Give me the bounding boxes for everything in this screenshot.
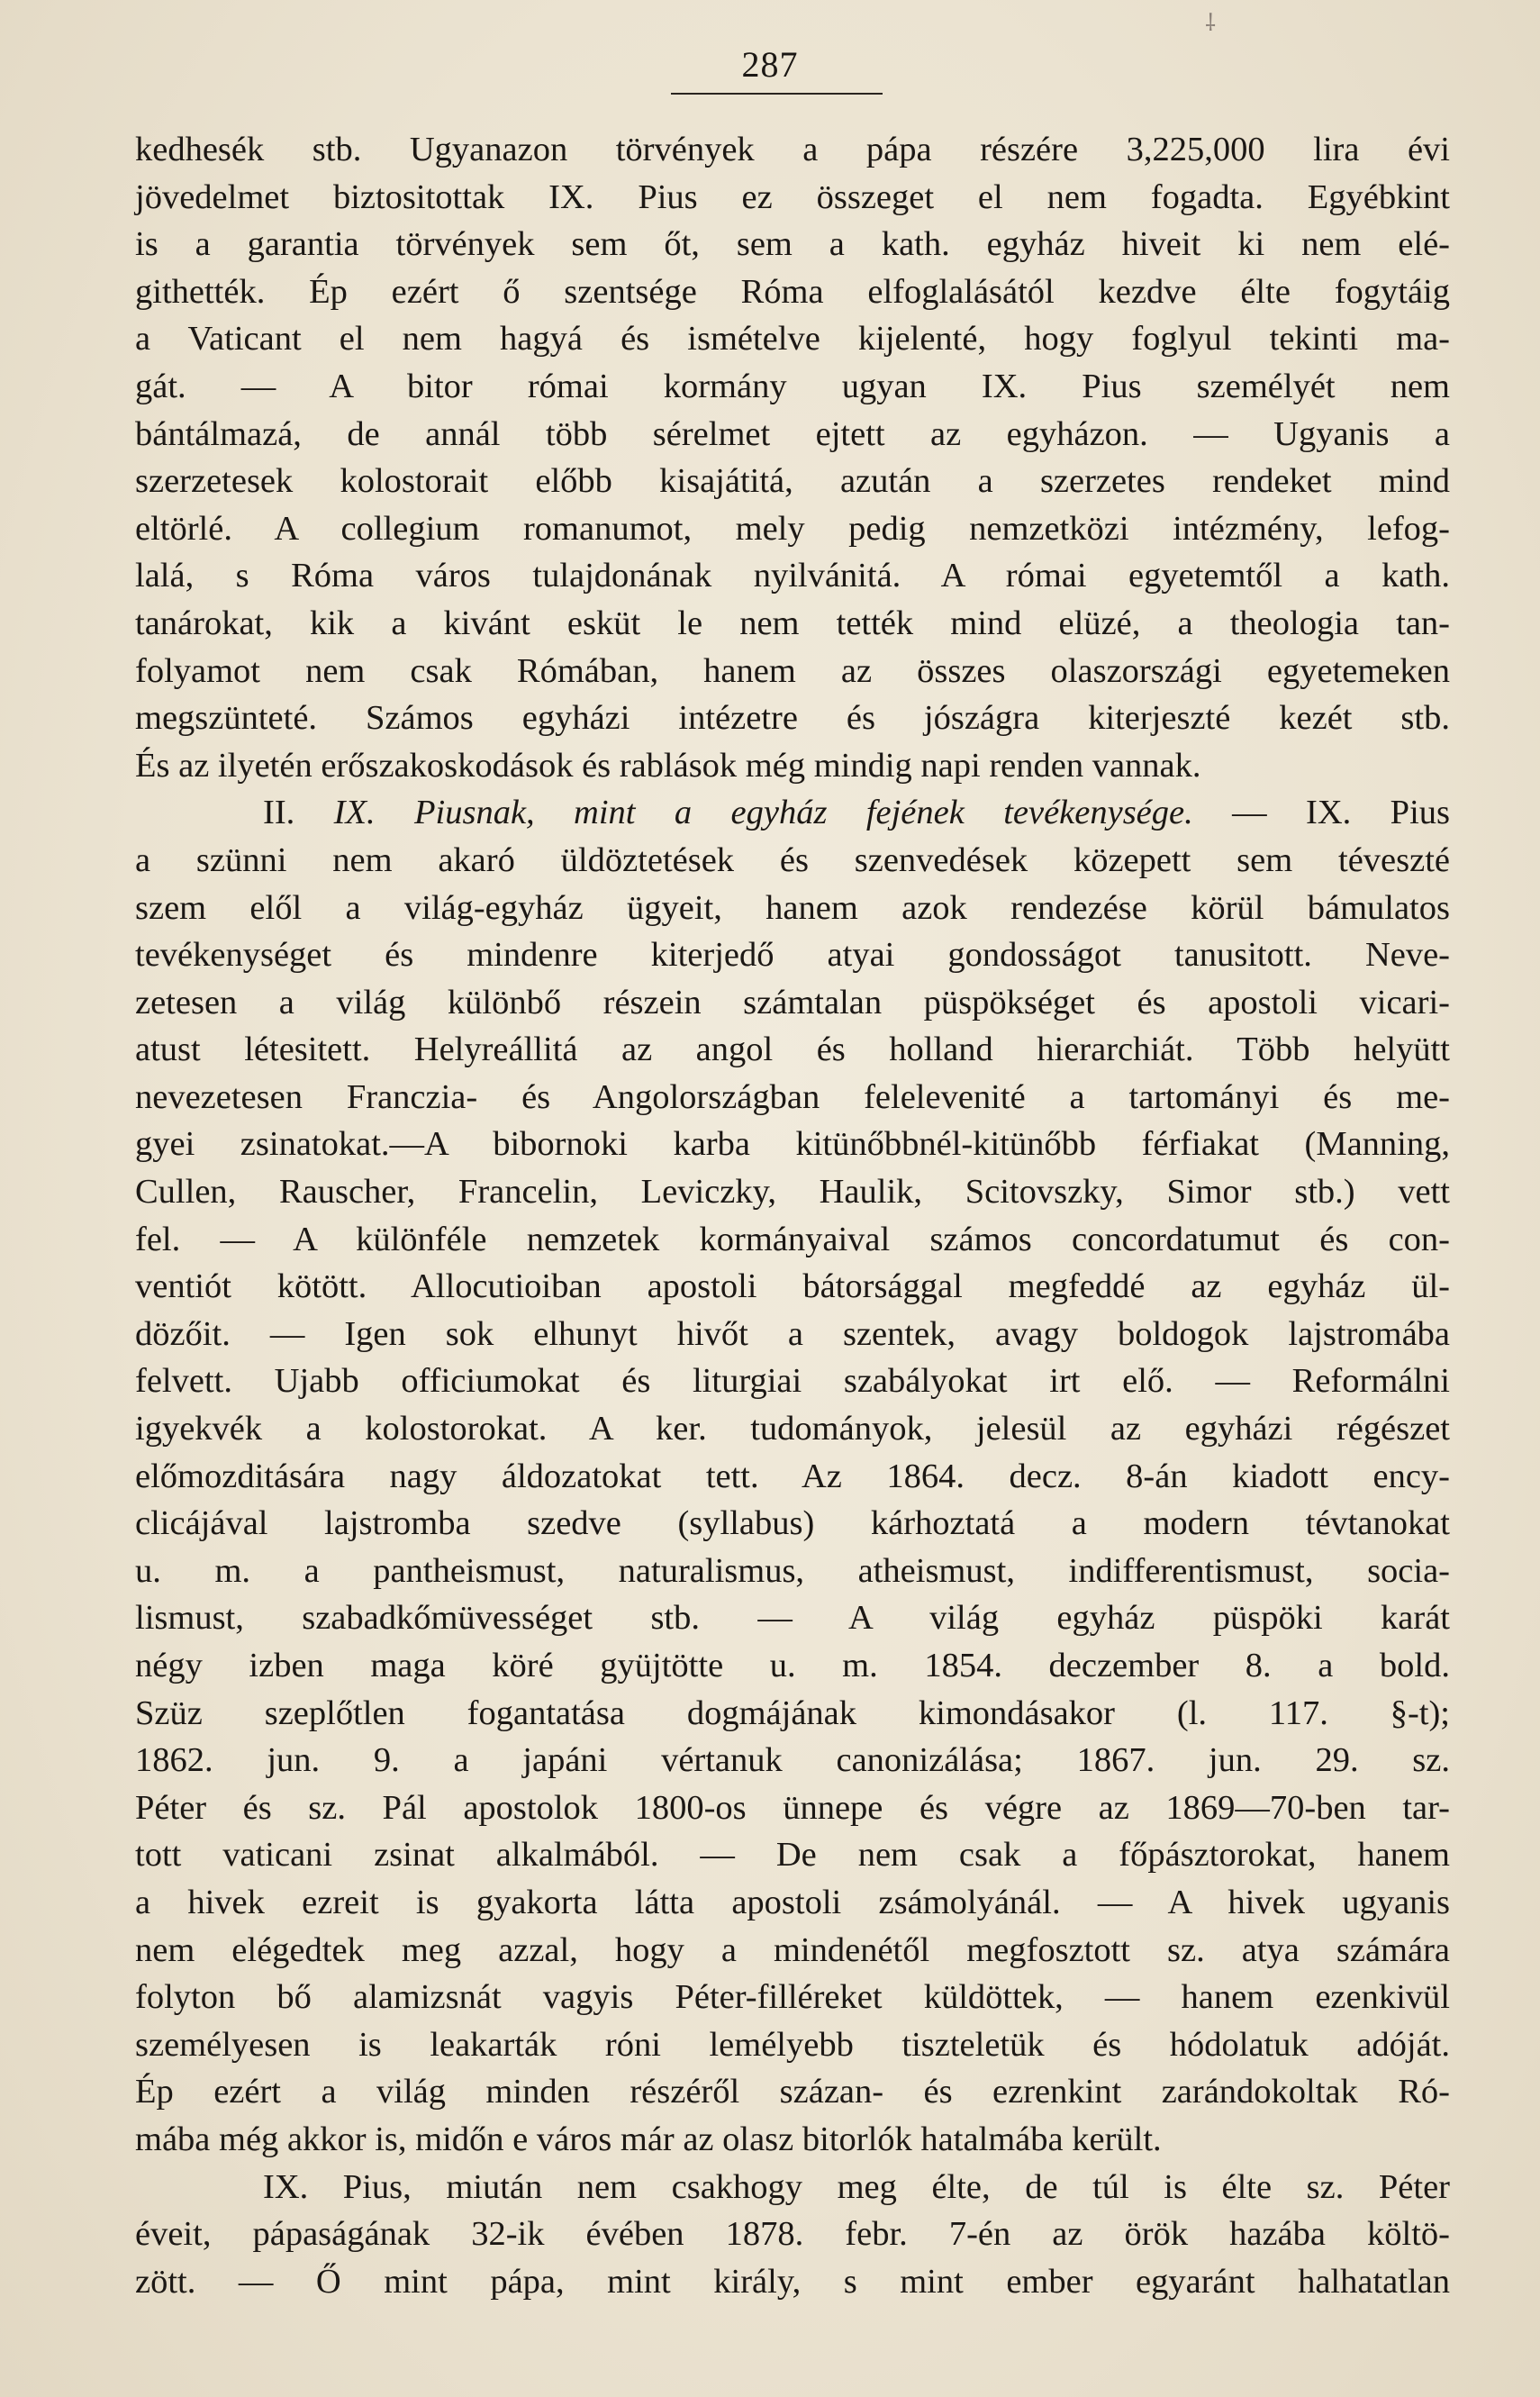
text-line: jövedelmet biztositottak IX. Pius ez összeget el nem fogadta. Egyébkint xyxy=(135,177,1450,216)
section-heading-line xyxy=(135,789,1450,837)
text-line: u. m. a pantheismust, naturalismus, atheismust, indifferentismust, socia- xyxy=(135,1551,1450,1590)
header-rule xyxy=(671,93,883,95)
text-line: atust létesitett. Helyreállitá az angol és holland hierarchiát. Több helyütt xyxy=(135,1031,1450,1069)
page-number: 287 xyxy=(741,44,799,85)
text-line: igyekvék a kolostorokat. A ker. tudományok, jelesül az egyházi régészet xyxy=(135,1410,1450,1448)
text-line: gát. — A bitor római kormány ugyan IX. Pius személyét nem xyxy=(135,367,1450,405)
text-line: nevezetesen Franczia- és Angolországban felelevenité a tartományi és me- xyxy=(135,1077,1450,1116)
text-line: mába még akkor is, midőn e város már az olasz bitorlók hatalmába került. xyxy=(135,2120,1162,2158)
text-line: githették. Ép ezért ő szentsége Róma elfoglalásától kezdve élte fogytáig xyxy=(135,272,1450,311)
text-line: megszünteté. Számos egyházi intézetre és jószágra kiterjeszté kezét stb. xyxy=(135,699,1450,738)
text-line: fel. — A különféle nemzetek kormányaival számos concordatumut és con- xyxy=(135,1220,1450,1258)
text-line: lismust, szabadkőmüvességet stb. — A világ egyház püspöki karát xyxy=(135,1599,1450,1638)
text-line: Szüz szeplőtlen fogantatása dogmájának kimondásakor (l. 117. §-t); xyxy=(135,1693,1450,1732)
text-line: tott vaticani zsinat alkalmából. — De nem csak a főpásztorokat, hanem xyxy=(135,1836,1450,1875)
text-line: lalá, s Róma város tulajdonának nyilvánitá. A római egyetemtől a kath. xyxy=(135,557,1450,595)
text-line: IX. Pius, miután nem csakhogy meg élte, de túl is élte sz. Péter xyxy=(263,2167,1450,2206)
body-text xyxy=(135,126,1450,2305)
page-header xyxy=(0,43,1540,86)
text-line: négy izben maga köré gyüjtötte u. m. 1854. deczember 8. a bold. xyxy=(135,1647,1450,1684)
scan-mark-icon: ⸸ xyxy=(1205,10,1217,37)
text-line: a Vaticant el nem hagyá és ismételve kijelenté, hogy foglyul tekinti ma- xyxy=(135,320,1450,359)
text-line: előmozditására nagy áldozatokat tett. Az 1864. decz. 8-án kiadott ency- xyxy=(135,1457,1450,1495)
section-continuation: — IX. Pius xyxy=(1192,794,1450,832)
text-line: Péter és sz. Pál apostolok 1800-os ünnepe és végre az 1869—70-ben tar- xyxy=(135,1788,1450,1827)
text-line: éveit, pápaságának 32-ik évében 1878. febr. 7-én az örök hazába költö- xyxy=(135,2215,1450,2254)
text-line: a szünni nem akaró üldöztetések és szenvedések közepett sem téveszté xyxy=(135,840,1450,879)
text-line: gyei zsinatokat.—A bibornoki karba kitünőbbnél-kitünőbb férfiakat (Manning, xyxy=(135,1125,1450,1164)
text-line: szerzetesek kolostorait előbb kisajátitá, azután a szerzetes rendeket mind xyxy=(135,462,1450,501)
text-line: nem elégedtek meg azzal, hogy a mindenétől megfosztott sz. atya számára xyxy=(135,1930,1450,1969)
section-number: II. xyxy=(263,794,334,832)
text-line: zött. — Ő mint pápa, mint király, s mint ember egyaránt halhatatlan xyxy=(135,2262,1450,2301)
text-line: clicájával lajstromba szedve (syllabus) kárhoztatá a modern tévtanokat xyxy=(135,1504,1450,1543)
text-line: személyesen is leakarták róni lemélyebb tiszteletük és hódolatuk adóját. xyxy=(135,2025,1450,2064)
section-title: IX. Piusnak, mint a egyház fejének tevékenysége. xyxy=(333,794,1193,832)
text-line: felvett. Ujabb officiumokat és liturgiai szabályokat irt elő. — Reformálni xyxy=(135,1362,1450,1401)
text-line: kedhesék stb. Ugyanazon törvények a pápa részére 3,225,000 lira évi xyxy=(135,131,1450,168)
text-line: ventiót kötött. Allocutioiban apostoli bátorsággal megfeddé az egyház ül- xyxy=(135,1267,1450,1306)
text-line: dözőit. — Igen sok elhunyt hivőt a szentek, avagy boldogok lajstromába xyxy=(135,1314,1450,1353)
text-line: tanárokat, kik a kivánt esküt le nem tették mind elüzé, a theologia tan- xyxy=(135,604,1450,642)
text-line: eltörlé. A collegium romanumot, mely pedig nemzetközi intézmény, lefog- xyxy=(135,509,1450,548)
text-line: bántálmazá, de annál több sérelmet ejtett az egyházon. — Ugyanis a xyxy=(135,414,1450,453)
text-line: a hivek ezreit is gyakorta látta apostoli zsámolyánál. — A hivek ugyanis xyxy=(135,1883,1450,1921)
text-line: zetesen a világ különbő részein számtalan püspökséget és apostoli vicari- xyxy=(135,983,1450,1021)
text-line: tevékenységet és mindenre kiterjedő atyai gondosságot tanusitott. Neve- xyxy=(135,936,1450,975)
text-line: szem elől a világ-egyház ügyeit, hanem azok rendezése körül bámulatos xyxy=(135,888,1450,927)
text-line: folyamot nem csak Rómában, hanem az összes olaszországi egyetemeken xyxy=(135,651,1450,690)
text-line: folyton bő alamizsnát vagyis Péter-filléreket küldöttek, — hanem ezenkivül xyxy=(135,1978,1450,2017)
text-line: 1862. jun. 9. a japáni vértanuk canonizálása; 1867. jun. 29. sz. xyxy=(135,1741,1450,1780)
text-line: Ép ezért a világ minden részéről százan- és ezrenkint zarándokoltak Ró- xyxy=(135,2073,1450,2111)
text-line: Cullen, Rauscher, Francelin, Leviczky, Haulik, Scitovszky, Simor stb.) vett xyxy=(135,1173,1450,1212)
text-line: is a garantia törvények sem őt, sem a kath. egyház hiveit ki nem elé- xyxy=(135,225,1450,264)
text-line: És az ilyetén erőszakoskodások és rablások még mindig napi renden vannak. xyxy=(135,746,1201,785)
